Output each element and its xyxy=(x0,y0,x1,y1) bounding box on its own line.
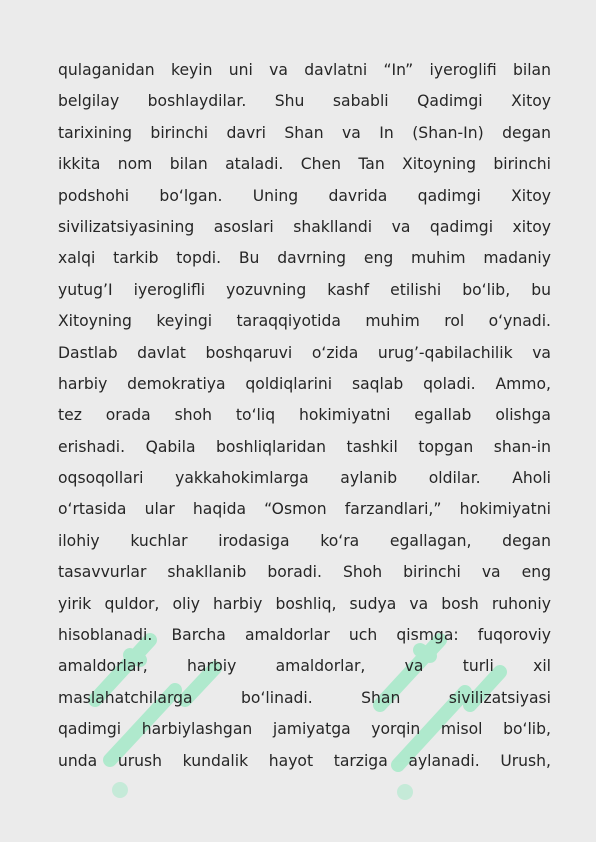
text-line: Dastlab davlat boshqaruvi o‘zida urug’-qabilachilik va xyxy=(58,343,551,362)
text-line: erishadi. Qabila boshliqlaridan tashkil topgan shan-in xyxy=(58,437,551,456)
body-text xyxy=(58,55,551,777)
text-line: qulaganidan keyin uni va davlatni “In” iyeroglifi bilan xyxy=(58,61,551,79)
text-line: ilohiy kuchlar irodasiga ko‘ra egallagan, degan xyxy=(58,531,551,550)
text-line: podshohi bo‘lgan. Uning davrida qadimgi Xitoy xyxy=(58,186,551,205)
text-line: maslahatchilarga bo‘linadi. Shan sivilizatsiyasi xyxy=(58,688,551,707)
text-line: hisoblanadi. Barcha amaldorlar uch qismga: fuqoroviy xyxy=(58,626,551,645)
text-line: amaldorlar, harbiy amaldorlar, va turli xil xyxy=(58,657,551,676)
text-line: unda urush kundalik hayot tarziga aylanadi. Urush, xyxy=(58,751,551,770)
text-line: Xitoyning keyingi taraqqiyotida muhim rol o‘ynadi. xyxy=(58,312,551,331)
text-line: tasavvurlar shakllanib boradi. Shoh birinchi va eng xyxy=(58,563,551,582)
text-line: yutug’I iyeroglifli yozuvning kashf etilishi bo‘lib, bu xyxy=(58,280,551,299)
text-line: belgilay boshlaydilar. Shu sababli Qadimgi Xitoy xyxy=(58,92,551,111)
text-line: ikkita nom bilan ataladi. Chen Tan Xitoyning birinchi xyxy=(58,155,551,174)
text-line: xalqi tarkib topdi. Bu davrning eng muhim madaniy xyxy=(58,249,551,268)
text-line: yirik quldor, oliy harbiy boshliq, sudya va bosh ruhoniy xyxy=(58,594,551,613)
text-line: oqsoqollari yakkahokimlarga aylanib oldilar. Aholi xyxy=(58,469,551,488)
text-line: sivilizatsiyasining asoslari shakllandi va qadimgi xitoy xyxy=(58,217,551,236)
text-line: qadimgi harbiylashgan jamiyatga yorqin misol bo‘lib, xyxy=(58,720,551,739)
text-line: harbiy demokratiya qoldiqlarini saqlab qoladi. Ammo, xyxy=(58,374,551,393)
text-line: tarixining birinchi davri Shan va In (Shan-In) degan xyxy=(58,123,551,142)
text-line: o‘rtasida ular haqida “Osmon farzandlari,” hokimiyatni xyxy=(58,500,551,519)
text-line: tez orada shoh to‘liq hokimiyatni egallab olishga xyxy=(58,406,551,425)
